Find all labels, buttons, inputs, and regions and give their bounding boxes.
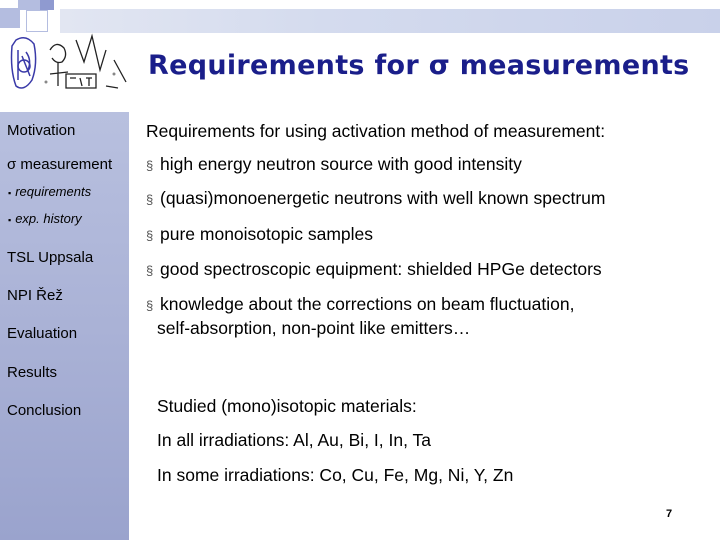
sidebar-item-label: σ measurement — [7, 156, 113, 173]
bullet-item — [146, 224, 373, 245]
logo-icon — [6, 30, 136, 102]
bullet-icon: § — [146, 228, 154, 243]
sidebar-item-results[interactable] — [7, 364, 57, 381]
sidebar-item-motivation[interactable] — [7, 122, 75, 139]
all-irradiations-text: In all irradiations: Al, Au, Bi, I, In, Ta — [157, 430, 431, 450]
bullet-continuation: self-absorption, non-point like emitters… — [157, 318, 471, 338]
bullet-item — [146, 259, 602, 280]
bullet-icon: § — [146, 298, 154, 313]
bullet-icon: § — [146, 158, 154, 173]
bullet-item — [146, 154, 522, 175]
sidebar-item-label: TSL Uppsala — [7, 249, 94, 266]
bullet-text: good spectroscopic equipment: shielded HPGe detectors — [160, 259, 602, 279]
bullet-icon: § — [146, 192, 154, 207]
slide-title: Requirements for σ measurements — [148, 50, 690, 81]
some-irradiations-text: In some irradiations: Co, Cu, Fe, Mg, Ni, Y, Zn — [157, 465, 514, 485]
sidebar-item-label: Results — [7, 364, 58, 381]
bullet-item — [146, 294, 574, 315]
bullet-icon: § — [146, 263, 154, 278]
bullet-item — [146, 188, 606, 209]
sidebar-item-npi-rez[interactable] — [7, 287, 63, 304]
page-number: 7 — [666, 508, 673, 520]
bullet-text: high energy neutron source with good intensity — [160, 154, 522, 174]
sidebar-item-conclusion[interactable] — [7, 402, 81, 419]
sidebar-item-tsl-uppsala[interactable] — [7, 249, 93, 266]
intro-text: Requirements for using activation method of measurement: — [146, 121, 606, 141]
bullet-text: pure monoisotopic samples — [160, 224, 374, 244]
decor-square-2 — [40, 0, 54, 10]
header-bar — [60, 9, 720, 33]
decor-square-4 — [26, 10, 48, 32]
bullet-text: knowledge about the corrections on beam fluctuation, — [160, 294, 575, 314]
sidebar-item-evaluation[interactable] — [7, 325, 77, 342]
sidebar-item-requirements[interactable] — [8, 184, 91, 199]
sidebar-item-label: Motivation — [7, 122, 76, 139]
decor-square-3 — [0, 8, 20, 28]
sidebar-item-label: NPI Řež — [7, 287, 63, 304]
sidebar-item-sigma-measurement[interactable] — [7, 156, 112, 173]
sidebar-item-label: Evaluation — [7, 325, 78, 342]
sidebar-item-label: exp. history — [15, 211, 82, 226]
bullet-text: (quasi)monoenergetic neutrons with well known spectrum — [160, 188, 606, 208]
sidebar-item-exp-history[interactable] — [8, 211, 82, 226]
bullet-icon: ▪ — [8, 188, 12, 198]
bullet-icon: ▪ — [8, 215, 12, 225]
decor-square-1 — [18, 0, 40, 10]
institution-logos — [6, 30, 136, 102]
sidebar-item-label: Conclusion — [7, 402, 82, 419]
sidebar-item-label: requirements — [15, 184, 92, 199]
studied-heading: Studied (mono)isotopic materials: — [157, 396, 417, 416]
